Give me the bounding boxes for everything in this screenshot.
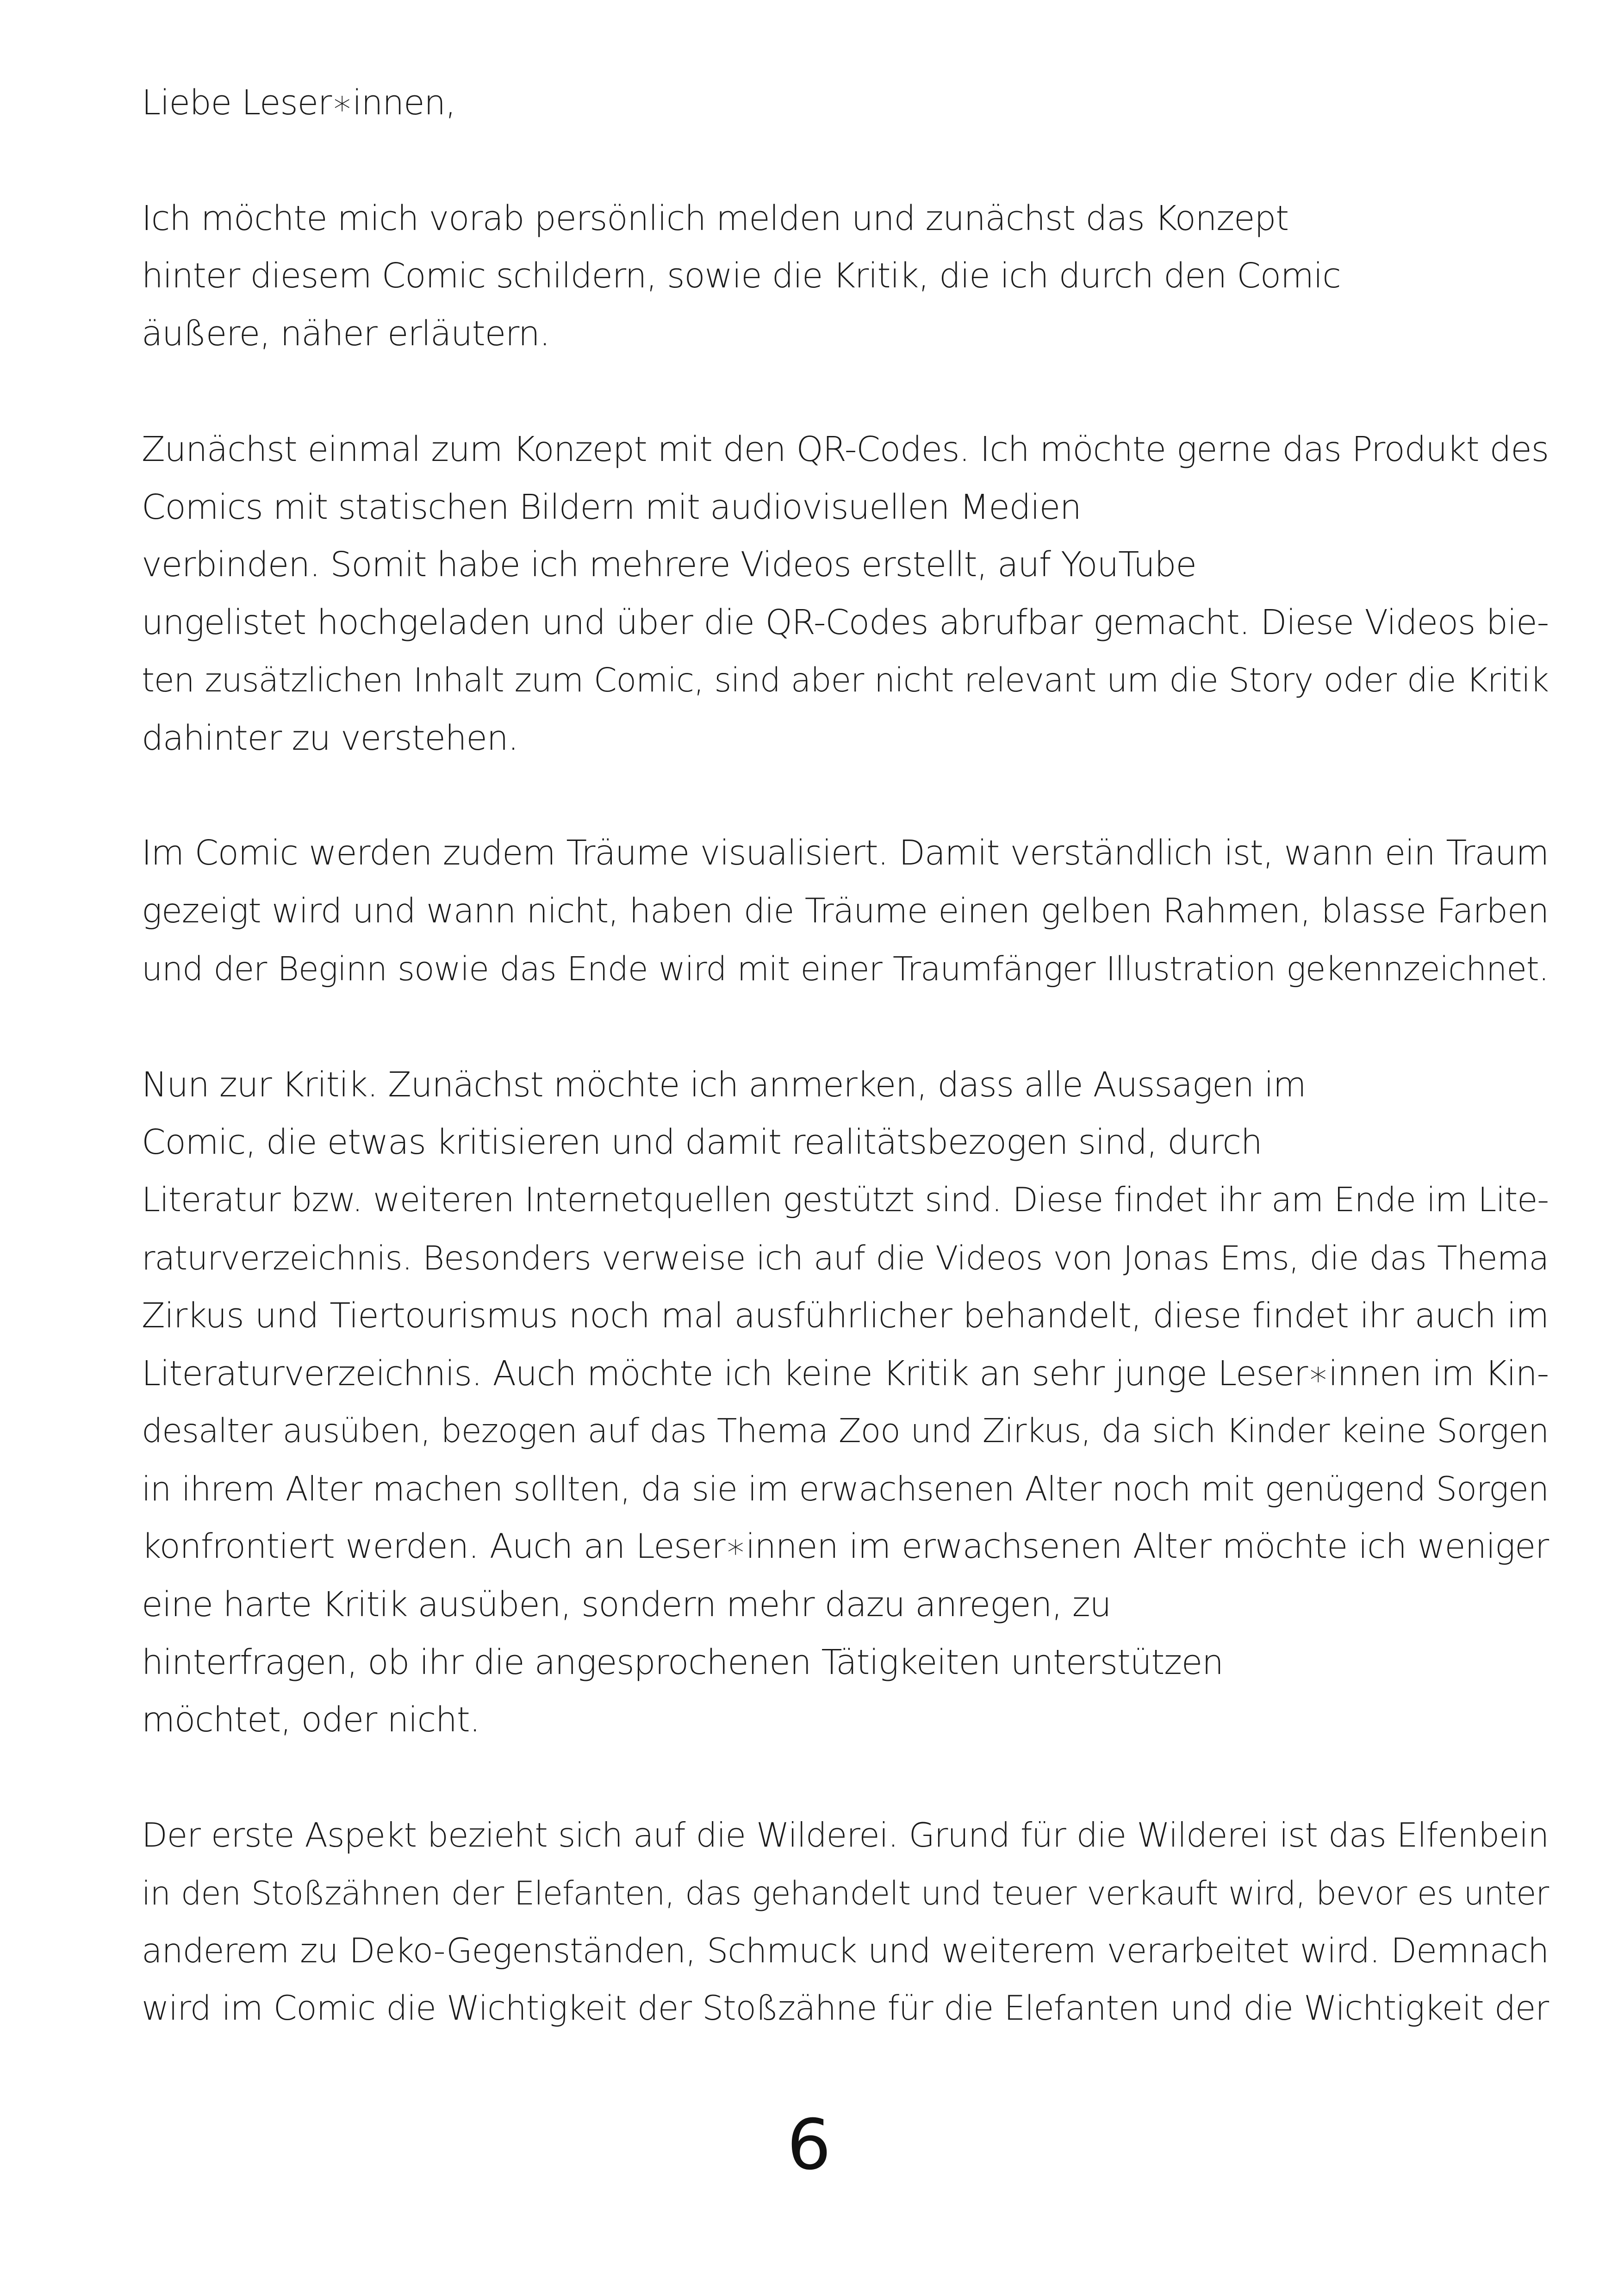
text-line: Zunächst einmal zum Konzept mit den QR-Codes. Ich möchte gerne das Produkt des [142, 429, 1549, 469]
text-line: anderem zu Deko-Gegenständen, Schmuck und weiterem verarbeitet wird. Demnach [142, 1931, 1549, 1971]
text-line: gezeigt wird und wann nicht, haben die Träume einen gelben Rahmen, blasse Farben [142, 891, 1549, 931]
paragraph-gap [142, 363, 1549, 421]
text-line: möchtet, oder nicht. [142, 1700, 480, 1740]
text-line: Ich möchte mich vorab persönlich melden und zunächst das Konzept [142, 198, 1288, 238]
text-line: in den Stoßzähnen der Elefanten, das gehandelt und teuer verkauft wird, bevor es unter [142, 1874, 1549, 1912]
text-line: desalter ausüben, bezogen auf das Thema Zoo und Zirkus, da sich Kinder keine Sorgen [142, 1412, 1549, 1450]
text-line: Literatur bzw. weiteren Internetquellen gestützt sind. Diese findet ihr am Ende im Lite- [142, 1181, 1549, 1220]
text-line: Zirkus und Tiertourismus noch mal ausführlicher behandelt, diese findet ihr auch im [142, 1295, 1549, 1336]
text-line: verbinden. Somit habe ich mehrere Videos erstellt, auf YouTube [142, 545, 1196, 585]
text-line: Im Comic werden zudem Träume visualisiert. Damit verständlich ist, wann ein Traum [142, 834, 1549, 873]
text-line: dahinter zu verstehen. [142, 718, 518, 758]
text-line: ten zusätzlichen Inhalt zum Comic, sind aber nicht relevant um die Story oder die Kritik [142, 660, 1549, 699]
text-line: Literaturverzeichnis. Auch möchte ich keine Kritik an sehr junge Leser∗innen im Kin- [142, 1353, 1549, 1394]
salutation: Liebe Leser∗innen, [142, 83, 456, 123]
text-line: wird im Comic die Wichtigkeit der Stoßzähne für die Elefanten und die Wichtigkeit der [142, 1989, 1549, 2028]
paragraph-gap [142, 1749, 1549, 1807]
text-line: raturverzeichnis. Besonders verweise ich auf die Videos von Jonas Ems, die das Thema [142, 1238, 1549, 1277]
document-page [142, 74, 1549, 2038]
page-number: 6 [787, 2105, 831, 2185]
text-line: in ihrem Alter machen sollten, da sie im erwachsenen Alter noch mit genügend Sorgen [142, 1469, 1549, 1509]
text-line: hinter diesem Comic schildern, sowie die Kritik, die ich durch den Comic [142, 256, 1341, 296]
paragraph-gap [142, 998, 1549, 1056]
text-line: konfrontiert werden. Auch an Leser∗innen im erwachsenen Alter möchte ich weniger [142, 1526, 1549, 1566]
text-line: Comics mit statischen Bildern mit audiovisuellen Medien [142, 487, 1081, 527]
paragraph-2 [142, 421, 1549, 767]
text-line: Comic, die etwas kritisieren und damit realitätsbezogen sind, durch [142, 1122, 1262, 1163]
paragraph-4 [142, 1056, 1549, 1749]
paragraph-gap [142, 132, 1549, 190]
paragraph-1 [142, 190, 1549, 363]
text-line: Nun zur Kritik. Zunächst möchte ich anmerken, dass alle Aussagen im [142, 1064, 1306, 1105]
paragraph-3 [142, 825, 1549, 998]
paragraph-5 [142, 1807, 1549, 2038]
text-line: ungelistet hochgeladen und über die QR-Codes abrufbar gemacht. Diese Videos bie- [142, 603, 1549, 643]
text-line: äußere, näher erläutern. [142, 314, 550, 354]
text-line: und der Beginn sowie das Ende wird mit einer Traumfänger Illustration gekennzeichnet. [142, 949, 1549, 988]
paragraph-gap [142, 767, 1549, 825]
text-line: Der erste Aspekt bezieht sich auf die Wilderei. Grund für die Wilderei ist das Elfenbein [142, 1816, 1549, 1855]
text-line: eine harte Kritik ausüben, sondern mehr dazu anregen, zu [142, 1584, 1111, 1624]
text-line: hinterfragen, ob ihr die angesprochenen Tätigkeiten unterstützen [142, 1642, 1223, 1682]
